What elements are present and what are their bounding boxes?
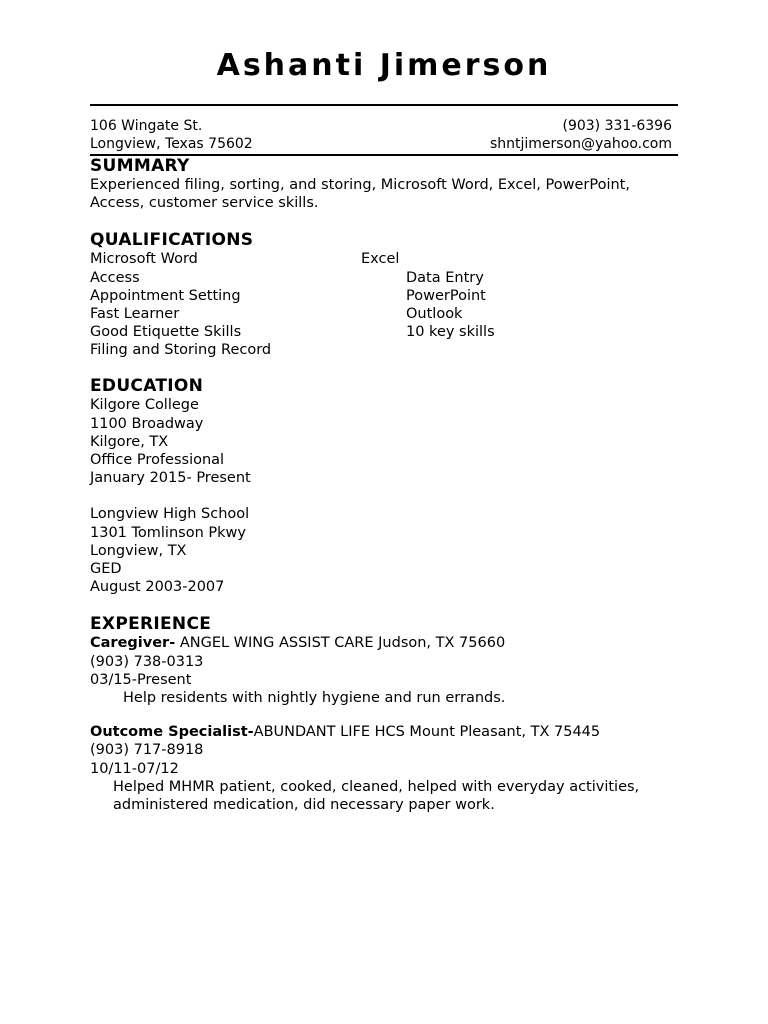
address-street: 106 Wingate St. bbox=[90, 118, 203, 134]
education-heading: EDUCATION bbox=[90, 376, 204, 397]
job-phone: (903) 717-8918 bbox=[90, 742, 204, 759]
qualification-item: PowerPoint bbox=[406, 287, 486, 304]
qualifications-list bbox=[90, 250, 690, 360]
job-employer: ABUNDANT LIFE HCS Mount Pleasant, TX 75445 bbox=[253, 724, 601, 741]
qualification-item: Data Entry bbox=[406, 269, 484, 286]
qualification-item: Filing and Storing Record bbox=[90, 342, 272, 359]
qualification-item: 10 key skills bbox=[406, 324, 495, 341]
summary-heading: SUMMARY bbox=[90, 156, 190, 176]
qualifications-right-column bbox=[406, 269, 495, 342]
school-city: Kilgore, TX bbox=[90, 433, 169, 450]
experience-entry bbox=[90, 634, 690, 707]
school-program: Office Professional bbox=[90, 452, 225, 469]
qualifications-heading: QUALIFICATIONS bbox=[90, 230, 254, 251]
job-title-line bbox=[90, 723, 690, 741]
job-dates: 03/15-Present bbox=[90, 671, 192, 688]
experience-heading: EXPERIENCE bbox=[90, 614, 212, 635]
qualification-item: Appointment Setting bbox=[90, 287, 241, 304]
qualification-item: Outlook bbox=[406, 306, 463, 322]
contact-block bbox=[490, 117, 672, 153]
header-divider-top bbox=[90, 104, 678, 106]
qualification-item: Fast Learner bbox=[90, 306, 180, 323]
job-employer: ANGEL WING ASSIST CARE Judson, TX 75660 bbox=[175, 635, 506, 652]
job-title: Outcome Specialist- bbox=[90, 724, 254, 741]
address-city: Longview, Texas 75602 bbox=[90, 136, 253, 152]
school-dates: August 2003-2007 bbox=[90, 579, 225, 596]
qualification-item: Access bbox=[90, 269, 140, 286]
school-dates: January 2015- Present bbox=[90, 470, 251, 487]
summary-line: Experienced filing, sorting, and storing, Microsoft Word, Excel, PowerPoint, bbox=[90, 177, 630, 193]
school-name: Kilgore College bbox=[90, 397, 199, 414]
job-phone: (903) 738-0313 bbox=[90, 653, 204, 670]
education-entry bbox=[90, 505, 690, 596]
qualifications-left-column bbox=[90, 250, 271, 359]
school-street: 1100 Broadway bbox=[90, 415, 204, 432]
qualification-item: Microsoft Word bbox=[90, 251, 198, 268]
job-duty: Help residents with nightly hygiene and run errands. bbox=[123, 690, 506, 707]
job-duty: Helped MHMR patient, cooked, cleaned, helped with everyday activities, bbox=[113, 778, 640, 795]
school-city: Longview, TX bbox=[90, 542, 187, 559]
school-name: Longview High School bbox=[90, 506, 250, 523]
job-dates: 10/11-07/12 bbox=[90, 760, 179, 777]
candidate-name: Ashanti Jimerson bbox=[216, 48, 552, 83]
education-entry bbox=[90, 396, 690, 487]
email-address: shntjimerson@yahoo.com bbox=[489, 136, 672, 152]
job-title-line bbox=[90, 634, 690, 652]
qualification-item: Good Etiquette Skills bbox=[90, 324, 242, 341]
school-street: 1301 Tomlinson Pkwy bbox=[90, 524, 246, 541]
address-block bbox=[90, 117, 253, 153]
job-duty: administered medication, did necessary paper work. bbox=[113, 797, 495, 814]
summary-line: Access, customer service skills. bbox=[90, 195, 319, 212]
phone-number: (903) 331-6396 bbox=[562, 118, 672, 134]
school-program: GED bbox=[90, 561, 122, 578]
resume-body bbox=[90, 156, 690, 814]
experience-entry bbox=[90, 723, 690, 814]
qualification-item: Excel bbox=[361, 251, 400, 268]
job-title: Caregiver- bbox=[90, 635, 176, 652]
